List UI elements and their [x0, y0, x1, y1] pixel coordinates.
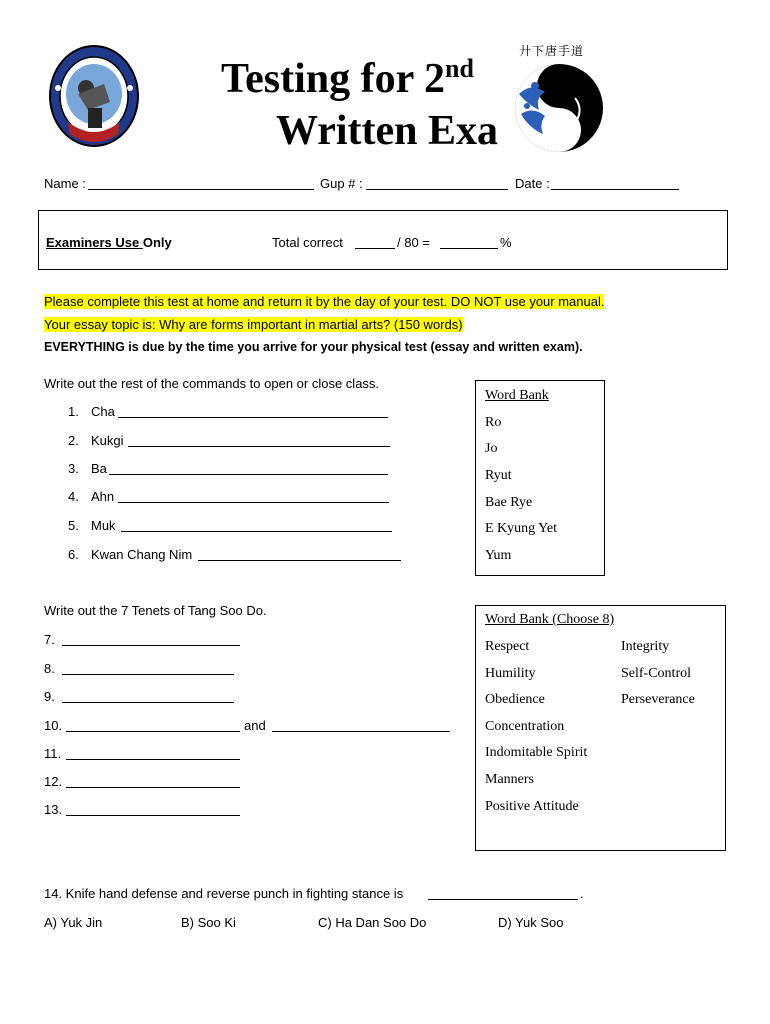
- percent-field[interactable]: [440, 248, 498, 249]
- word-bank-2-word: Positive Attitude: [485, 799, 579, 814]
- word-bank-2-word: Perseverance: [621, 692, 695, 707]
- command-answer-field[interactable]: [128, 446, 390, 447]
- page-title-line1: [221, 54, 474, 102]
- command-text: Ba: [91, 461, 107, 476]
- tenet-answer-field[interactable]: [66, 731, 240, 732]
- tenet-answer-field[interactable]: [66, 759, 240, 760]
- date-label: Date :: [515, 176, 550, 191]
- section2-prompt: Write out the 7 Tenets of Tang Soo Do.: [44, 603, 267, 618]
- name-label: Name :: [44, 176, 86, 191]
- word-bank-2-word: Integrity: [621, 639, 670, 654]
- command-text: Muk: [91, 518, 116, 533]
- word-bank-2-word: Indomitable Spirit: [485, 745, 588, 760]
- yin-yang-icon: [505, 58, 605, 158]
- command-text: Kwan Chang Nim: [91, 547, 193, 562]
- answer-option-d[interactable]: D) Yuk Soo: [498, 915, 564, 930]
- right-logo-text: 廾下唐手道: [519, 44, 585, 58]
- command-answer-field[interactable]: [118, 417, 388, 418]
- word-bank-1-word: Ryut: [485, 468, 512, 483]
- examiners-label-underlined: Examiners Use: [46, 235, 143, 250]
- word-bank-1-title: Word Bank: [485, 388, 549, 403]
- command-number: 3.: [68, 461, 79, 476]
- word-bank-2-word: Concentration: [485, 719, 565, 734]
- command-number: 6.: [68, 547, 79, 562]
- tenet-number: 7.: [44, 632, 55, 647]
- instruction-line-1: Please complete this test at home and return it by the day of your test. DO NOT use your manual.: [44, 294, 605, 309]
- instruction-line-2: Your essay topic is: Why are forms important in martial arts? (150 words): [44, 317, 463, 332]
- total-correct-field[interactable]: [355, 248, 395, 249]
- tenet-answer-field[interactable]: [62, 645, 240, 646]
- word-bank-2-word: Respect: [485, 639, 530, 654]
- command-answer-field[interactable]: [198, 560, 401, 561]
- page-title-line2: Written Exa: [276, 108, 499, 154]
- date-field[interactable]: [551, 189, 679, 190]
- question-14-prompt: 14. Knife hand defense and reverse punch in fighting stance is: [44, 886, 404, 901]
- answer-option-c[interactable]: C) Ha Dan Soo Do: [318, 915, 427, 930]
- instruction-line-3: EVERYTHING is due by the time you arrive for your physical test (essay and written exam).: [44, 340, 583, 354]
- command-answer-field[interactable]: [118, 502, 389, 503]
- command-answer-field[interactable]: [121, 531, 392, 532]
- tenet-answer-field[interactable]: [66, 815, 240, 816]
- word-bank-1-word: Yum: [485, 548, 512, 563]
- examiners-label: [46, 235, 172, 250]
- tenet-number: 13.: [44, 802, 63, 817]
- word-bank-1: [475, 380, 605, 576]
- word-bank-2-word: Manners: [485, 772, 534, 787]
- word-bank-1-word: Jo: [485, 441, 498, 456]
- command-number: 5.: [68, 518, 79, 533]
- total-correct-label: Total correct: [272, 235, 343, 250]
- gup-label: Gup # :: [320, 176, 363, 191]
- tenet-number: 9.: [44, 689, 55, 704]
- section1-prompt: Write out the rest of the commands to open or close class.: [44, 376, 380, 391]
- answer-option-b[interactable]: B) Soo Ki: [181, 915, 236, 930]
- tenet-number: 10.: [44, 718, 63, 733]
- tenet-answer-field[interactable]: [66, 787, 240, 788]
- word-bank-2-word: Obedience: [485, 692, 545, 707]
- tenet-number: 12.: [44, 774, 63, 789]
- command-text: Cha: [91, 404, 115, 419]
- command-answer-field[interactable]: [109, 474, 388, 475]
- command-number: 4.: [68, 489, 79, 504]
- tenet-number: 11.: [44, 746, 62, 761]
- gup-field[interactable]: [366, 189, 508, 190]
- command-text: Kukgi: [91, 433, 124, 448]
- word-bank-1-word: Bae Rye: [485, 495, 533, 510]
- organization-logo: [48, 44, 140, 152]
- question-14-end: .: [580, 886, 584, 901]
- tenet-answer-field[interactable]: [62, 702, 234, 703]
- command-number: 1.: [68, 404, 79, 419]
- command-number: 2.: [68, 433, 79, 448]
- name-field[interactable]: [88, 189, 314, 190]
- word-bank-2-title: Word Bank (Choose 8): [485, 612, 615, 627]
- word-bank-1-word: E Kyung Yet: [485, 521, 557, 536]
- tenet-and: and: [244, 718, 266, 733]
- word-bank-2-word: Self-Control: [621, 666, 691, 681]
- question-14-answer-field[interactable]: [428, 899, 578, 900]
- tenet-number: 8.: [44, 661, 55, 676]
- examiners-label-rest: Only: [142, 235, 172, 250]
- out-of-label: / 80 =: [397, 235, 430, 250]
- tenet-answer-field[interactable]: [62, 674, 234, 675]
- title-superscript: nd: [445, 54, 474, 83]
- answer-option-a[interactable]: A) Yuk Jin: [44, 915, 103, 930]
- right-logo: [505, 40, 605, 158]
- command-text: Ahn: [91, 489, 115, 504]
- percent-sign: %: [500, 235, 512, 250]
- word-bank-2-word: Humility: [485, 666, 536, 681]
- word-bank-1-word: Ro: [485, 415, 502, 430]
- title-text: Testing for 2: [221, 56, 446, 102]
- word-bank-2: [475, 605, 726, 851]
- tenet-answer-field[interactable]: [272, 731, 450, 732]
